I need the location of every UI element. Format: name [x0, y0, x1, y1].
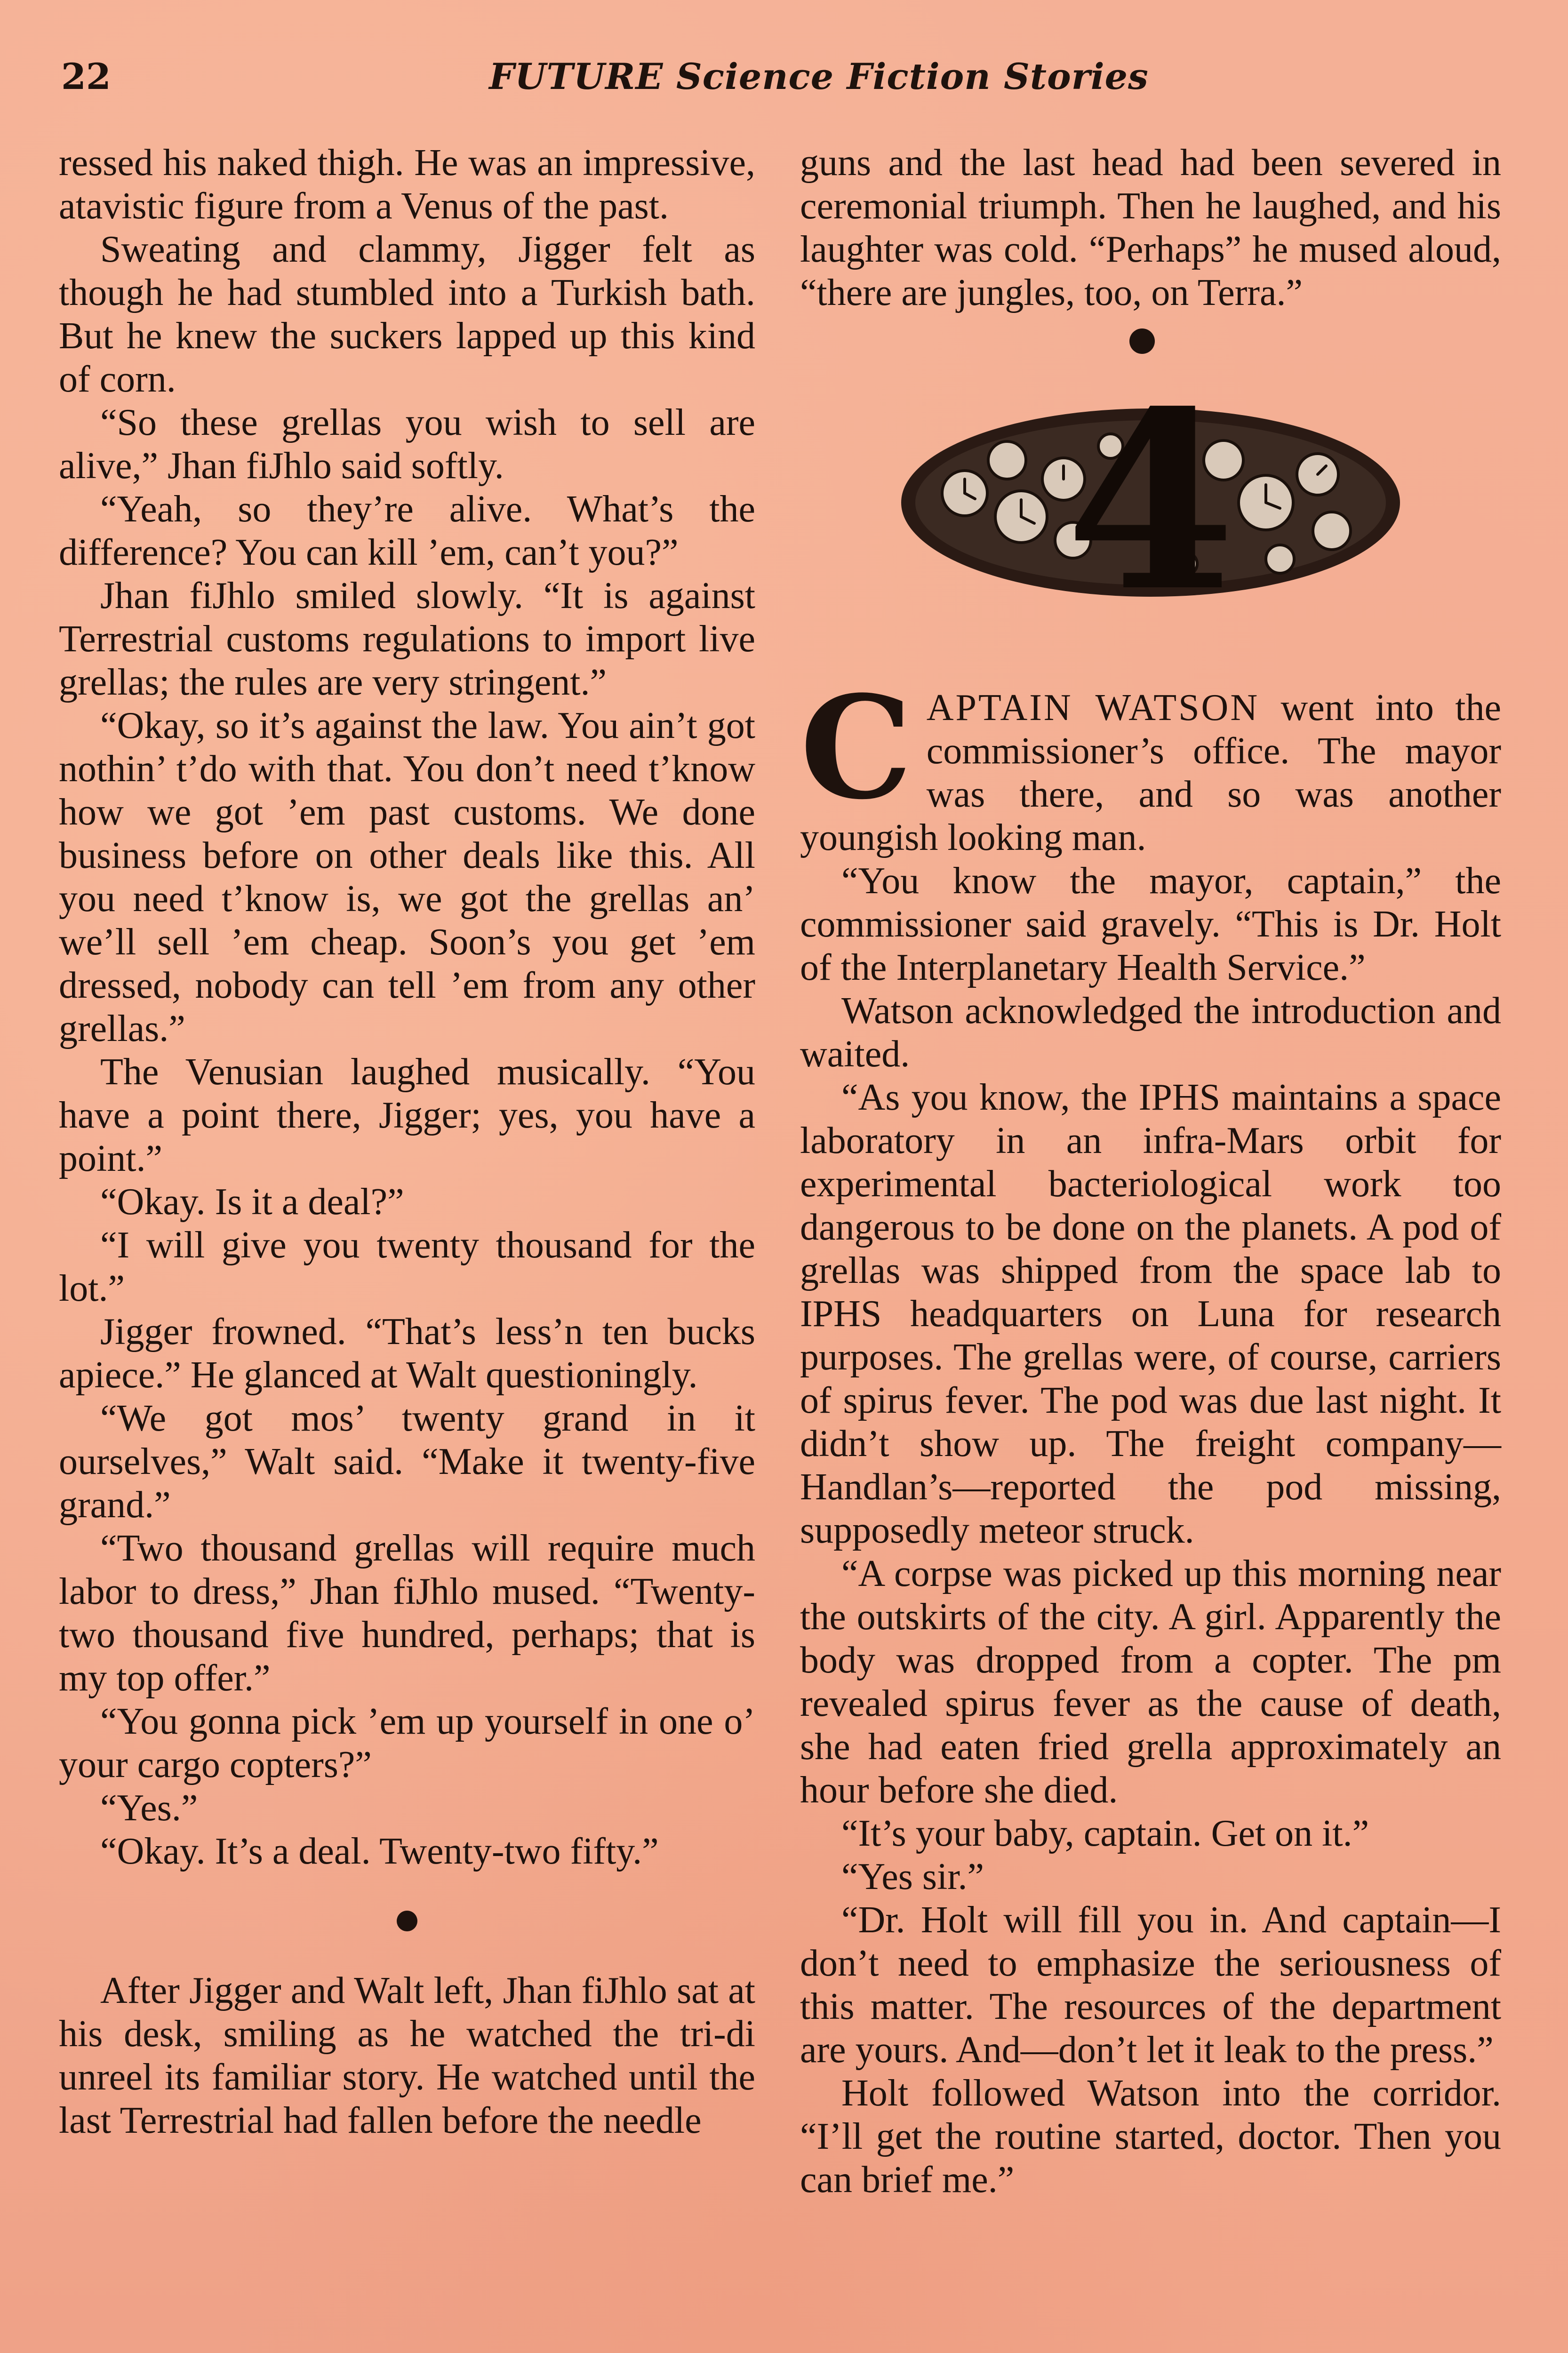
opening-text: went into the commissioner’s office. The mayor was there, and so was another youngish looking man. [800, 687, 1501, 858]
chapter-emblem [800, 328, 1501, 658]
paragraph: “Okay. It’s a deal. Twenty-two fifty.” [100, 1831, 659, 1872]
paragraph: ressed his naked thigh. He was an impressive, atavistic figure from a Venus of the past. [59, 142, 755, 227]
drop-cap: C [800, 664, 912, 831]
paragraph: After Jigger and Walt left, Jhan fiJhlo sat at his desk, smiling as he watched the tri-di unreel its familiar story. He watched until the last Terrestrial had fallen before the needle [59, 1970, 755, 2141]
paragraph: “A corpse was picked up this morning near the outskirts of the city. A girl. Apparently the body was dropped from a copter. The pm revealed spirus fever as the cause of death, she had eaten fried grella approximately an hour before she died. [800, 1553, 1501, 1811]
paragraph: “Okay, so it’s against the law. You ain’t got nothin’ t’do with that. You don’t need t’know how we got ’em past customs. We done business before on other deals like this. All you need t’know is, we got the grellas an’ we’ll sell ’em cheap. Soon’s you get ’em dressed, nobody can tell ’em from any other grellas.” [59, 705, 755, 1049]
chapter-number: 4 [1065, 366, 1236, 630]
caps-lead: APTAIN WATSON [926, 687, 1260, 728]
paragraph: “We got mos’ twenty grand in it ourselves,” Walt said. “Make it twenty-five grand.” [59, 1398, 755, 1526]
paragraph: “I will give you twenty thousand for the lot.” [59, 1225, 755, 1309]
paragraph: “As you know, the IPHS maintains a space laboratory in an infra-Mars orbit for experimental bacteriological work too dangerous to be done on the planets. A pod of grellas was shipped from the space lab to IPHS headquarters on Luna for research purposes. The grellas were, of course, carriers of spirus fever. The pod was due last night. It didn’t show up. The freight company—Handlan’s—reported the pod missing, supposedly meteor struck. [800, 1077, 1501, 1551]
paragraph: “Okay. Is it a deal?” [100, 1181, 404, 1223]
paragraph: guns and the last head had been severed in ceremonial triumph. Then he laughed, and his laughter was cold. “Perhaps” he mused aloud, “there are jungles, too, on Terra.” [800, 142, 1501, 313]
paragraph: “You gonna pick ’em up yourself in one o’ your cargo copters?” [59, 1701, 755, 1785]
paragraph: “So these grellas you wish to sell are alive,” Jhan fiJhlo said softly. [59, 402, 755, 487]
page-header [61, 51, 1511, 103]
chapter-opening [800, 664, 1501, 859]
running-title: FUTURE Science Fiction Stories [489, 56, 1149, 97]
section-break-dot [397, 1911, 417, 1931]
paragraph: The Venusian laughed musically. “You have a point there, Jigger; yes, you have a point.” [59, 1051, 755, 1179]
paragraph: “Yes.” [100, 1787, 198, 1829]
paragraph: Jhan fiJhlo smiled slowly. “It is against Terrestrial customs regulations to import live grellas; the rules are very stringent.” [59, 575, 755, 703]
left-column [59, 141, 755, 2142]
paragraph: Jigger frowned. “That’s less’n ten bucks apiece.” He glanced at Walt questioningly. [59, 1311, 755, 1396]
paragraph: “It’s your baby, captain. Get on it.” [841, 1813, 1369, 1854]
paragraph: Holt followed Watson into the corridor. “I’ll get the routine started, doctor. Then you can brief me.” [800, 2073, 1501, 2201]
paragraph: Watson acknowledged the introduction and waited. [800, 990, 1501, 1075]
right-column [800, 141, 1501, 2201]
paragraph: Sweating and clammy, Jigger felt as though he had stumbled into a Turkish bath. But he knew the suckers lapped up this kind of corn. [59, 229, 755, 400]
emblem-dot [1129, 328, 1155, 354]
paragraph: “Dr. Holt will fill you in. And captain—I don’t need to emphasize the seriousness of this matter. The resources of the department are yours. And—don’t let it leak to the press.” [800, 1899, 1501, 2071]
paragraph: “Yes sir.” [841, 1856, 984, 1897]
page-number: 22 [61, 56, 111, 97]
paragraph: “Two thousand grellas will require much labor to dress,” Jhan fiJhlo mused. “Twenty-two thousand five hundred, perhaps; that is my top offer.” [59, 1528, 755, 1699]
clock-oval-emblem-icon [894, 366, 1407, 630]
paragraph: “Yeah, so they’re alive. What’s the difference? You can kill ’em, can’t you?” [59, 488, 755, 573]
paragraph: “You know the mayor, captain,” the commissioner said gravely. “This is Dr. Holt of the Interplanetary Health Service.” [800, 860, 1501, 988]
